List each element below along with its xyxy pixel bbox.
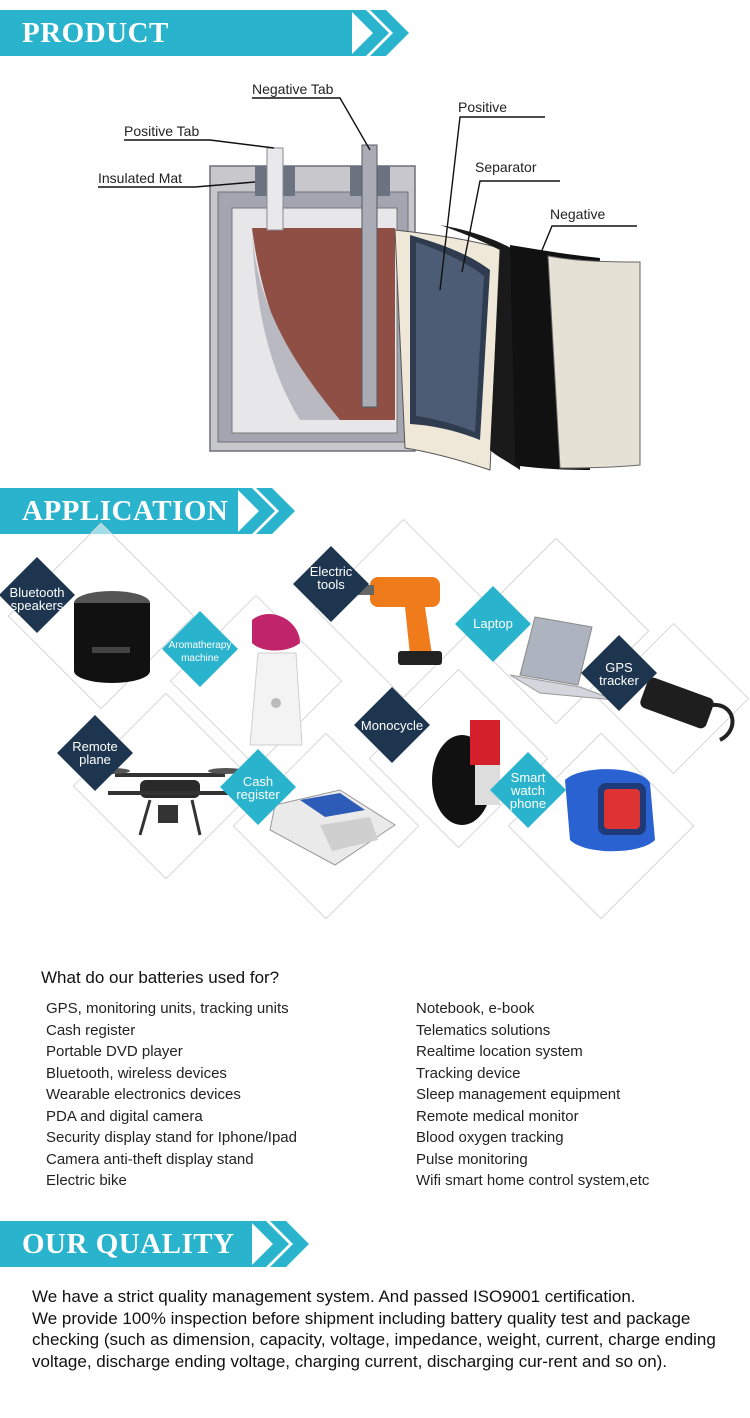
list-item: GPS, monitoring units, tracking units [46,1000,289,1017]
quality-banner [0,1221,330,1267]
list-item: Cash register [46,1021,136,1039]
badge-monocycle: Monocycle [360,718,424,733]
list-item: Telematics solutions [416,1021,551,1039]
badge-laptop: Laptop [473,616,513,631]
quality-line-1: We have a strict quality management system. And passed ISO9001 certification. [32,1287,636,1306]
badge-aromatherapy-machine: Aromatherapy machine [168,640,232,664]
label-negative-tab: Negative Tab [252,81,334,97]
list-item: Wifi smart home control system,etc [416,1172,650,1189]
application-collage [0,525,750,935]
list-item: Bluetooth, wireless devices [46,1064,227,1082]
list-item: Camera anti-theft display stand [46,1150,254,1168]
badge-smart-watch-phone: Smart watch phone [509,770,547,811]
uses-list-left [46,998,297,1192]
list-item: Security display stand for Iphone/Ipad [46,1129,297,1146]
badge-bluetooth-speakers: Bluetooth speakers [9,585,65,613]
list-item: Electric bike [46,1172,127,1189]
list-item: Portable DVD player [46,1043,183,1060]
list-item: Wearable electronics devices [46,1086,241,1103]
list-item: Realtime location system [416,1043,583,1060]
quality-text [32,1286,732,1372]
structure-title: PRODUCT STRUCTURE [0,10,352,56]
list-item: Remote medical monitor [416,1107,579,1125]
uses-title: What do our batteries used for? [41,968,280,987]
label-positive: Positive [458,99,508,115]
list-item: Sleep management equipment [416,1086,621,1103]
badge-remote-plane: Remote plane [72,739,118,767]
quality-title: OUR QUALITY [0,1221,252,1267]
label-positive-tab: Positive Tab [124,123,200,139]
label-insulated-mat: Insulated Mat [98,170,183,186]
label-negative: Negative [550,206,606,222]
label-separator: Separator [475,159,537,175]
list-item: Notebook, e-book [416,1000,535,1017]
battery-structure-diagram [0,0,750,480]
list-item: Tracking device [416,1064,521,1082]
list-item: Pulse monitoring [416,1150,528,1168]
uses-list-right [416,998,649,1192]
list-item: PDA and digital camera [46,1107,203,1125]
list-item: Blood oxygen tracking [416,1129,564,1146]
badge-gps-tracker: GPS tracker [599,660,639,688]
application-title: APPLICATION [0,488,238,534]
badge-cash-register: Cash register [236,774,280,802]
banner-chevron-icon [250,1221,330,1267]
badge-electric-tools: Electric tools [309,564,353,592]
quality-line-2: We provide 100% inspection before shipment including battery quality test and package checking (such as dimension, capacity, voltage, impedance, weight, current, charge ending voltage, discharge ending voltage, charging current, discharging cur-rent and so on). [32,1308,716,1371]
